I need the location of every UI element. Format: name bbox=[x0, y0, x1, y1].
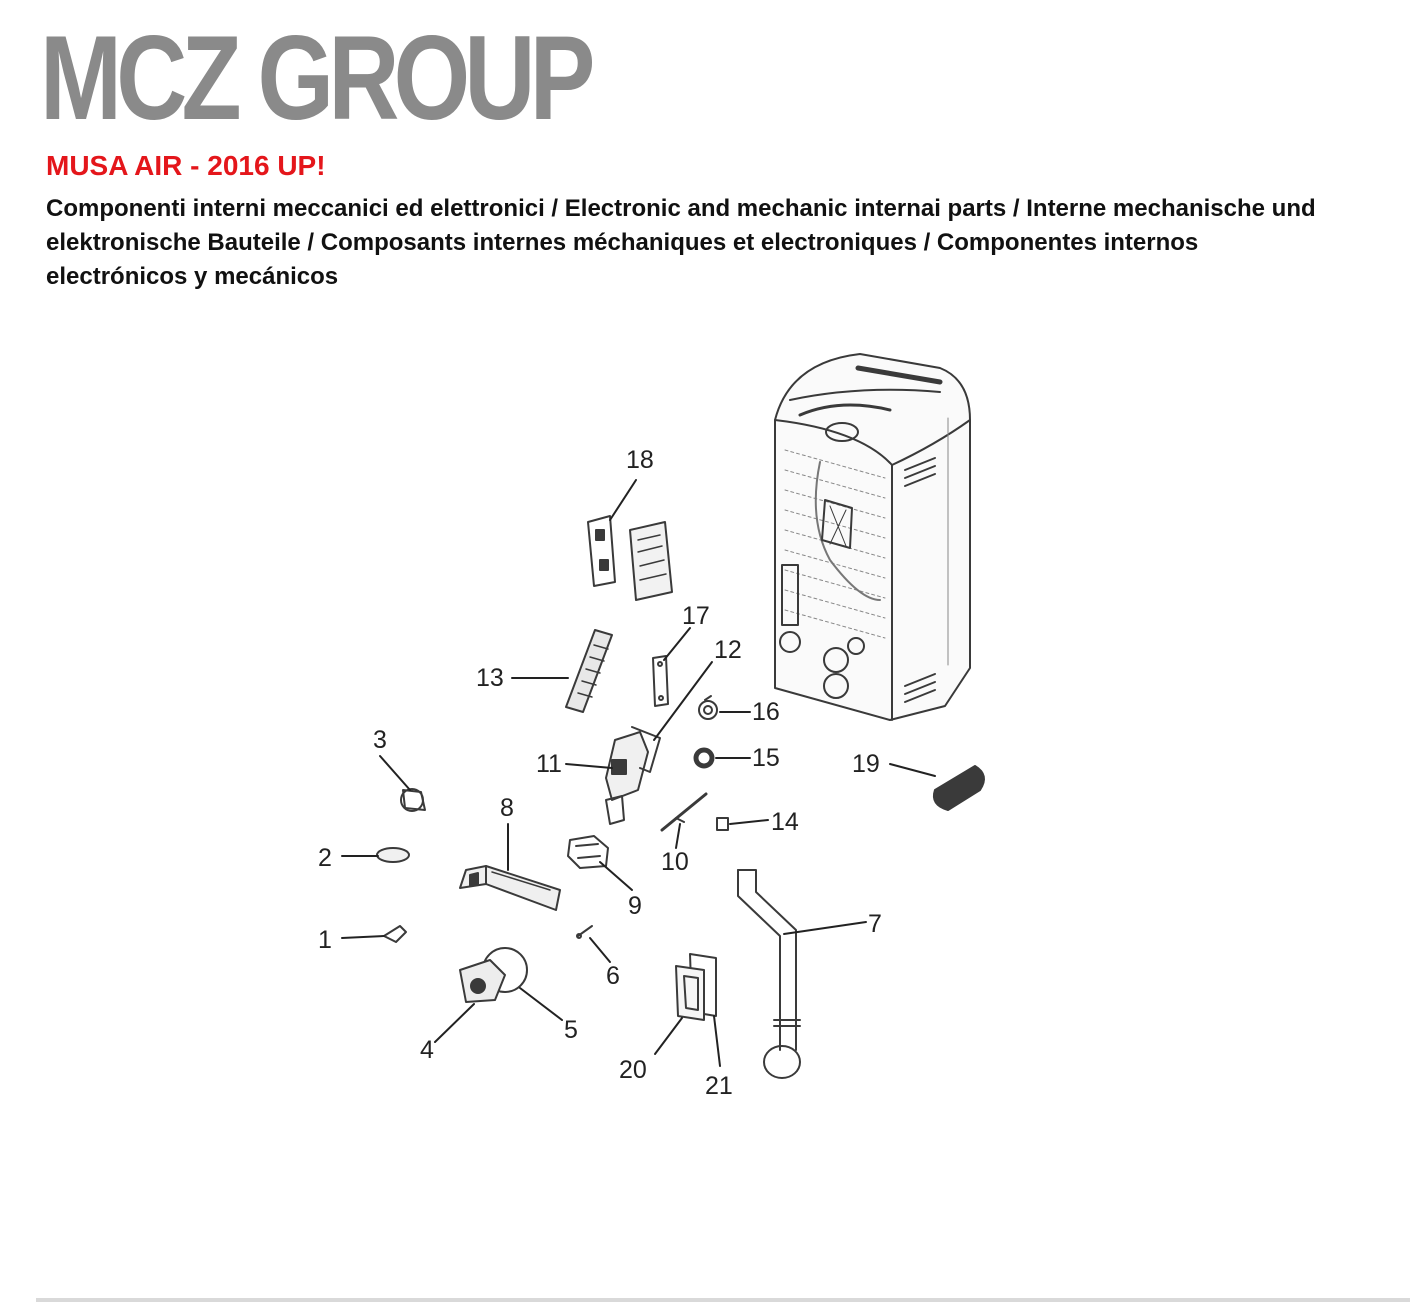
part-2-cap bbox=[377, 848, 409, 862]
callout-14: 14 bbox=[771, 808, 799, 836]
callout-1: 1 bbox=[318, 926, 332, 954]
part-17-gasket bbox=[653, 656, 668, 706]
part-1-clip bbox=[384, 926, 406, 942]
model-title: MUSA AIR - 2016 UP! bbox=[46, 150, 326, 181]
callout-21: 21 bbox=[705, 1072, 733, 1100]
callout-4: 4 bbox=[420, 1036, 434, 1064]
part-11-motor bbox=[606, 727, 660, 824]
callout-2: 2 bbox=[318, 844, 332, 872]
footer-divider bbox=[36, 1298, 1410, 1302]
callout-3: 3 bbox=[373, 726, 387, 754]
callout-12: 12 bbox=[714, 636, 742, 664]
callout-8: 8 bbox=[500, 794, 514, 822]
callout-20: 20 bbox=[619, 1056, 647, 1084]
part-10-probe bbox=[662, 794, 706, 830]
callout-16: 16 bbox=[752, 698, 780, 726]
part-13-tube bbox=[566, 630, 612, 712]
brand-logo: MCZ GROUP bbox=[40, 11, 590, 145]
part-4-5-fan bbox=[460, 948, 527, 1002]
part-14-fitting bbox=[717, 818, 728, 830]
callout-15: 15 bbox=[752, 744, 780, 772]
part-20-21-gaskets bbox=[676, 954, 716, 1020]
stove-body bbox=[775, 354, 970, 720]
part-19-cylinder bbox=[934, 766, 984, 810]
part-6-screw bbox=[577, 926, 592, 938]
callout-6: 6 bbox=[606, 962, 620, 990]
callout-10: 10 bbox=[661, 848, 689, 876]
part-15-ring bbox=[696, 750, 712, 766]
callout-18: 18 bbox=[626, 446, 654, 474]
callout-5: 5 bbox=[564, 1016, 578, 1044]
callout-7: 7 bbox=[868, 910, 882, 938]
callout-11: 11 bbox=[536, 750, 562, 778]
part-16-sensor bbox=[699, 696, 717, 719]
part-3-switch bbox=[401, 789, 425, 811]
parts-description: Componenti interni meccanici ed elettronici / Electronic and mechanic internai parts / Interne mechanische und elektronische Bauteile / Composants internes méchaniques et electroniques / Componentes internos electrónicos y mecánicos bbox=[46, 195, 1316, 290]
part-7-pipe bbox=[738, 870, 800, 1078]
callout-13: 13 bbox=[476, 664, 504, 692]
part-8-blower bbox=[460, 866, 560, 910]
part-18-board bbox=[588, 516, 672, 600]
callout-9: 9 bbox=[628, 892, 642, 920]
callout-19: 19 bbox=[852, 750, 880, 778]
callout-17: 17 bbox=[682, 602, 710, 630]
